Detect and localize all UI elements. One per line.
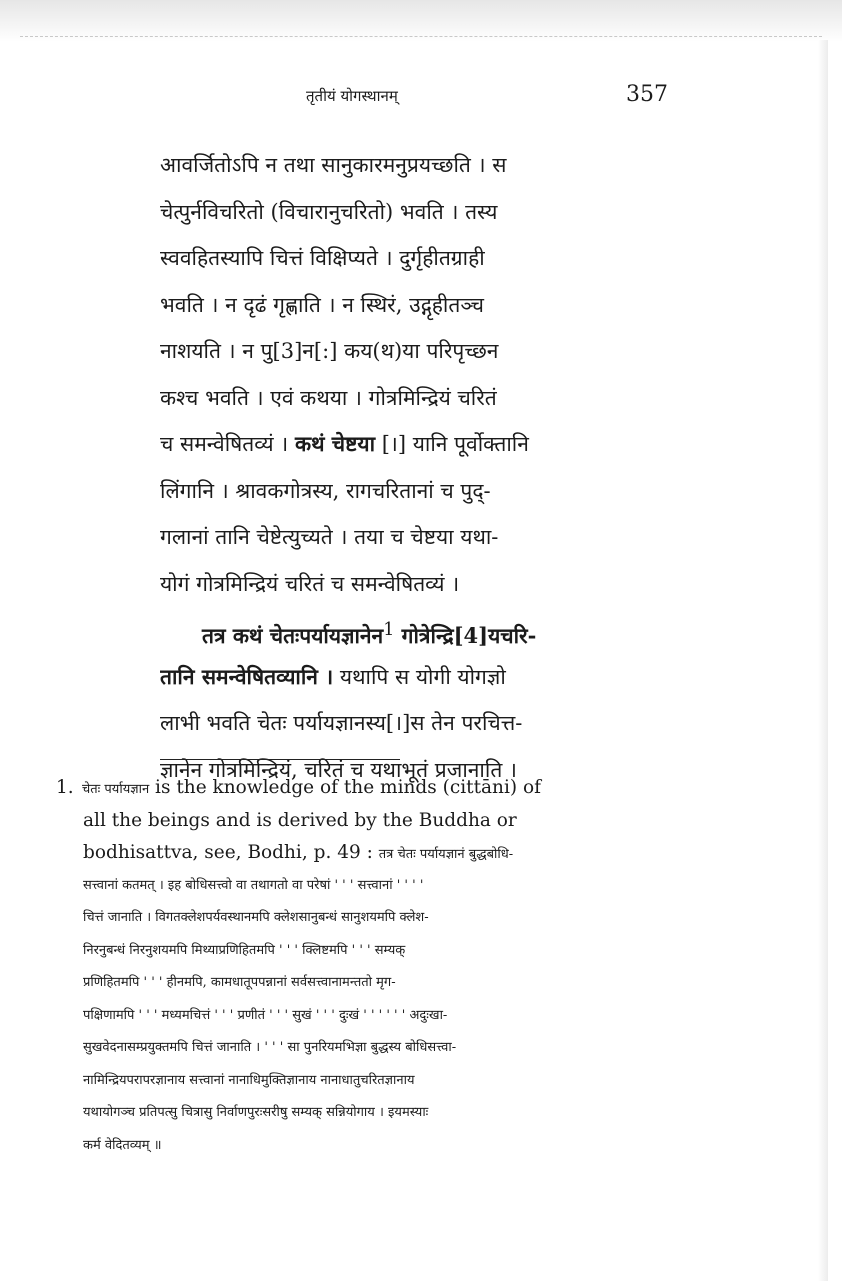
footnote-quote-line-6: सुखवेदनासम्प्रयुक्तमपि चित्तं जानाति । ' ' ' सा पुनरियमभिज्ञा बुद्धस्य बोधिसत्त्वा- [83,1040,457,1055]
footnote-quote-line-3: निरनुबन्धं निरनुशयमपि मिथ्याप्रणिहितमपि ' ' ' क्लिष्टमपि ' ' ' सम्यक् [83,942,406,958]
text-line-5: नाशयति । न पु[3]न[:] कय(थ)या परिपृच्छन [160,339,499,363]
footnote-line-1 [56,772,676,805]
footnote-line-1-rest: is the knowledge of the minds (cittāni) of [149,777,541,798]
heading-samanvesitavyani: तानि समन्वेषितव्यानि । [160,663,334,689]
footnote-quote-line-7: नामिन्द्रियपरापरज्ञानाय सत्त्वानां नानाधिमुक्तिज्ञानाय नानाधातुचरितज्ञानाय [83,1072,415,1088]
footnote-line-3-en: bodhisattva, see, Bodhi, p. 49 : [83,842,379,863]
footnote-quote-line-1: सत्त्वानां कतमत् । इह बोधिसत्त्वो वा तथागतो वा परेषां ' ' ' सत्त्वानां ' ' ' ' [83,877,424,893]
heading-cetah-paryaya: तत्र कथं चेतःपर्यायज्ञानेन [202,623,384,648]
paragraph-2-line-1 [160,607,660,654]
paragraph-2-line-2-post: यथापि स योगी योगज्ञो [333,664,506,689]
paragraph-2-line-4: ज्ञानेन गोत्रमिन्द्रियं, चरितं च यथाभूतं प्रजानाति । [160,757,517,782]
text-line-2: चेत्पुर्नविचरितो (विचारानुचरितो) भवति । तस्य [160,199,498,224]
footnote-quote-line-9: कर्म वेदितव्यम् ॥ [83,1137,162,1153]
text-line-9: गलानां तानि चेष्टेत्युच्यते । तया च चेष्टया यथा- [160,525,499,549]
running-head-title: तृतीयं योगस्थानम् [306,87,398,105]
footnote-term: चेतः पर्यायज्ञान [82,782,150,797]
main-text [160,142,660,793]
heading-katham-cestaya: कथं चेष्टया [294,431,376,456]
paragraph-2-line-2 [160,654,660,701]
text-line-7-post: [।] यानि पूर्वोक्तानि [375,432,529,456]
footnote-quote-line-2: चित्तं जानाति । विगतक्लेशपर्यवस्थानमपि क्लेशसानुबन्धं सानुशयमपि क्लेश- [83,910,429,925]
page-number: 357 [626,82,668,107]
text-line-7-pre: च समन्वेषितव्यं । [160,432,295,456]
footnote-block [56,772,676,1162]
text-line-7 [160,421,660,468]
footnote-separator [160,759,400,760]
footnote-quote-line-4: प्रणिहितमपि ' ' ' हीनमपि, कामधातूपपन्नानां सर्वसत्त्वानामन्ततो मृग- [83,975,396,990]
footnote-ref: 1 [383,620,395,640]
text-line-6: कश्च भवति । एवं कथया । गोत्रमिन्द्रियं चरितं [160,385,497,410]
text-line-1: आवर्जितोऽपि न तथा सानुकारमनुप्रयच्छति । स [160,153,507,177]
heading-cetah-paryaya-cont: गोत्रेन्द्रि[4]यचरि- [394,623,537,648]
footnote-quote-line-8: यथायोगञ्च प्रतिपत्सु चित्रासु निर्वाणपुरःसरीषु सम्यक् सन्नियोगाय । इयमस्याः [83,1105,429,1120]
text-line-4: भवति । न दृढं गृह्णाति । न स्थिरं, उद्गृहीतञ्च [160,292,484,317]
scan-top-rule [20,36,822,37]
text-line-10: योगं गोत्रमिन्द्रियं चरितं च समन्वेषितव्यं । [160,571,460,596]
paragraph-2-line-3: लाभी भवति चेतः पर्यायज्ञानस्य[।]स तेन परचित्त- [160,711,523,735]
scan-right-edge [818,40,828,1281]
footnote-number: 1. [56,777,74,798]
text-line-3: स्ववहितस्यापि चित्तं विक्षिप्यते । दुर्गृहीतग्राही [160,246,485,270]
footnote-line-3-skt: तत्र चेतः पर्यायज्ञानं बुद्धबोधि- [378,847,514,862]
text-line-8: लिंगानि । श्रावकगोत्रस्य, रागचरितानां च पुद्- [160,478,491,503]
footnote-line-2: all the beings and is derived by the Buddha or [83,809,517,831]
footnote-quote-line-5: पक्षिणामपि ' ' ' मध्यमचित्तं ' ' ' प्रणीतं ' ' ' सुखं ' ' ' दुःखं ' ' ' ' ' ' अदुःखा- [83,1007,448,1023]
footnote-line-3 [56,837,676,870]
